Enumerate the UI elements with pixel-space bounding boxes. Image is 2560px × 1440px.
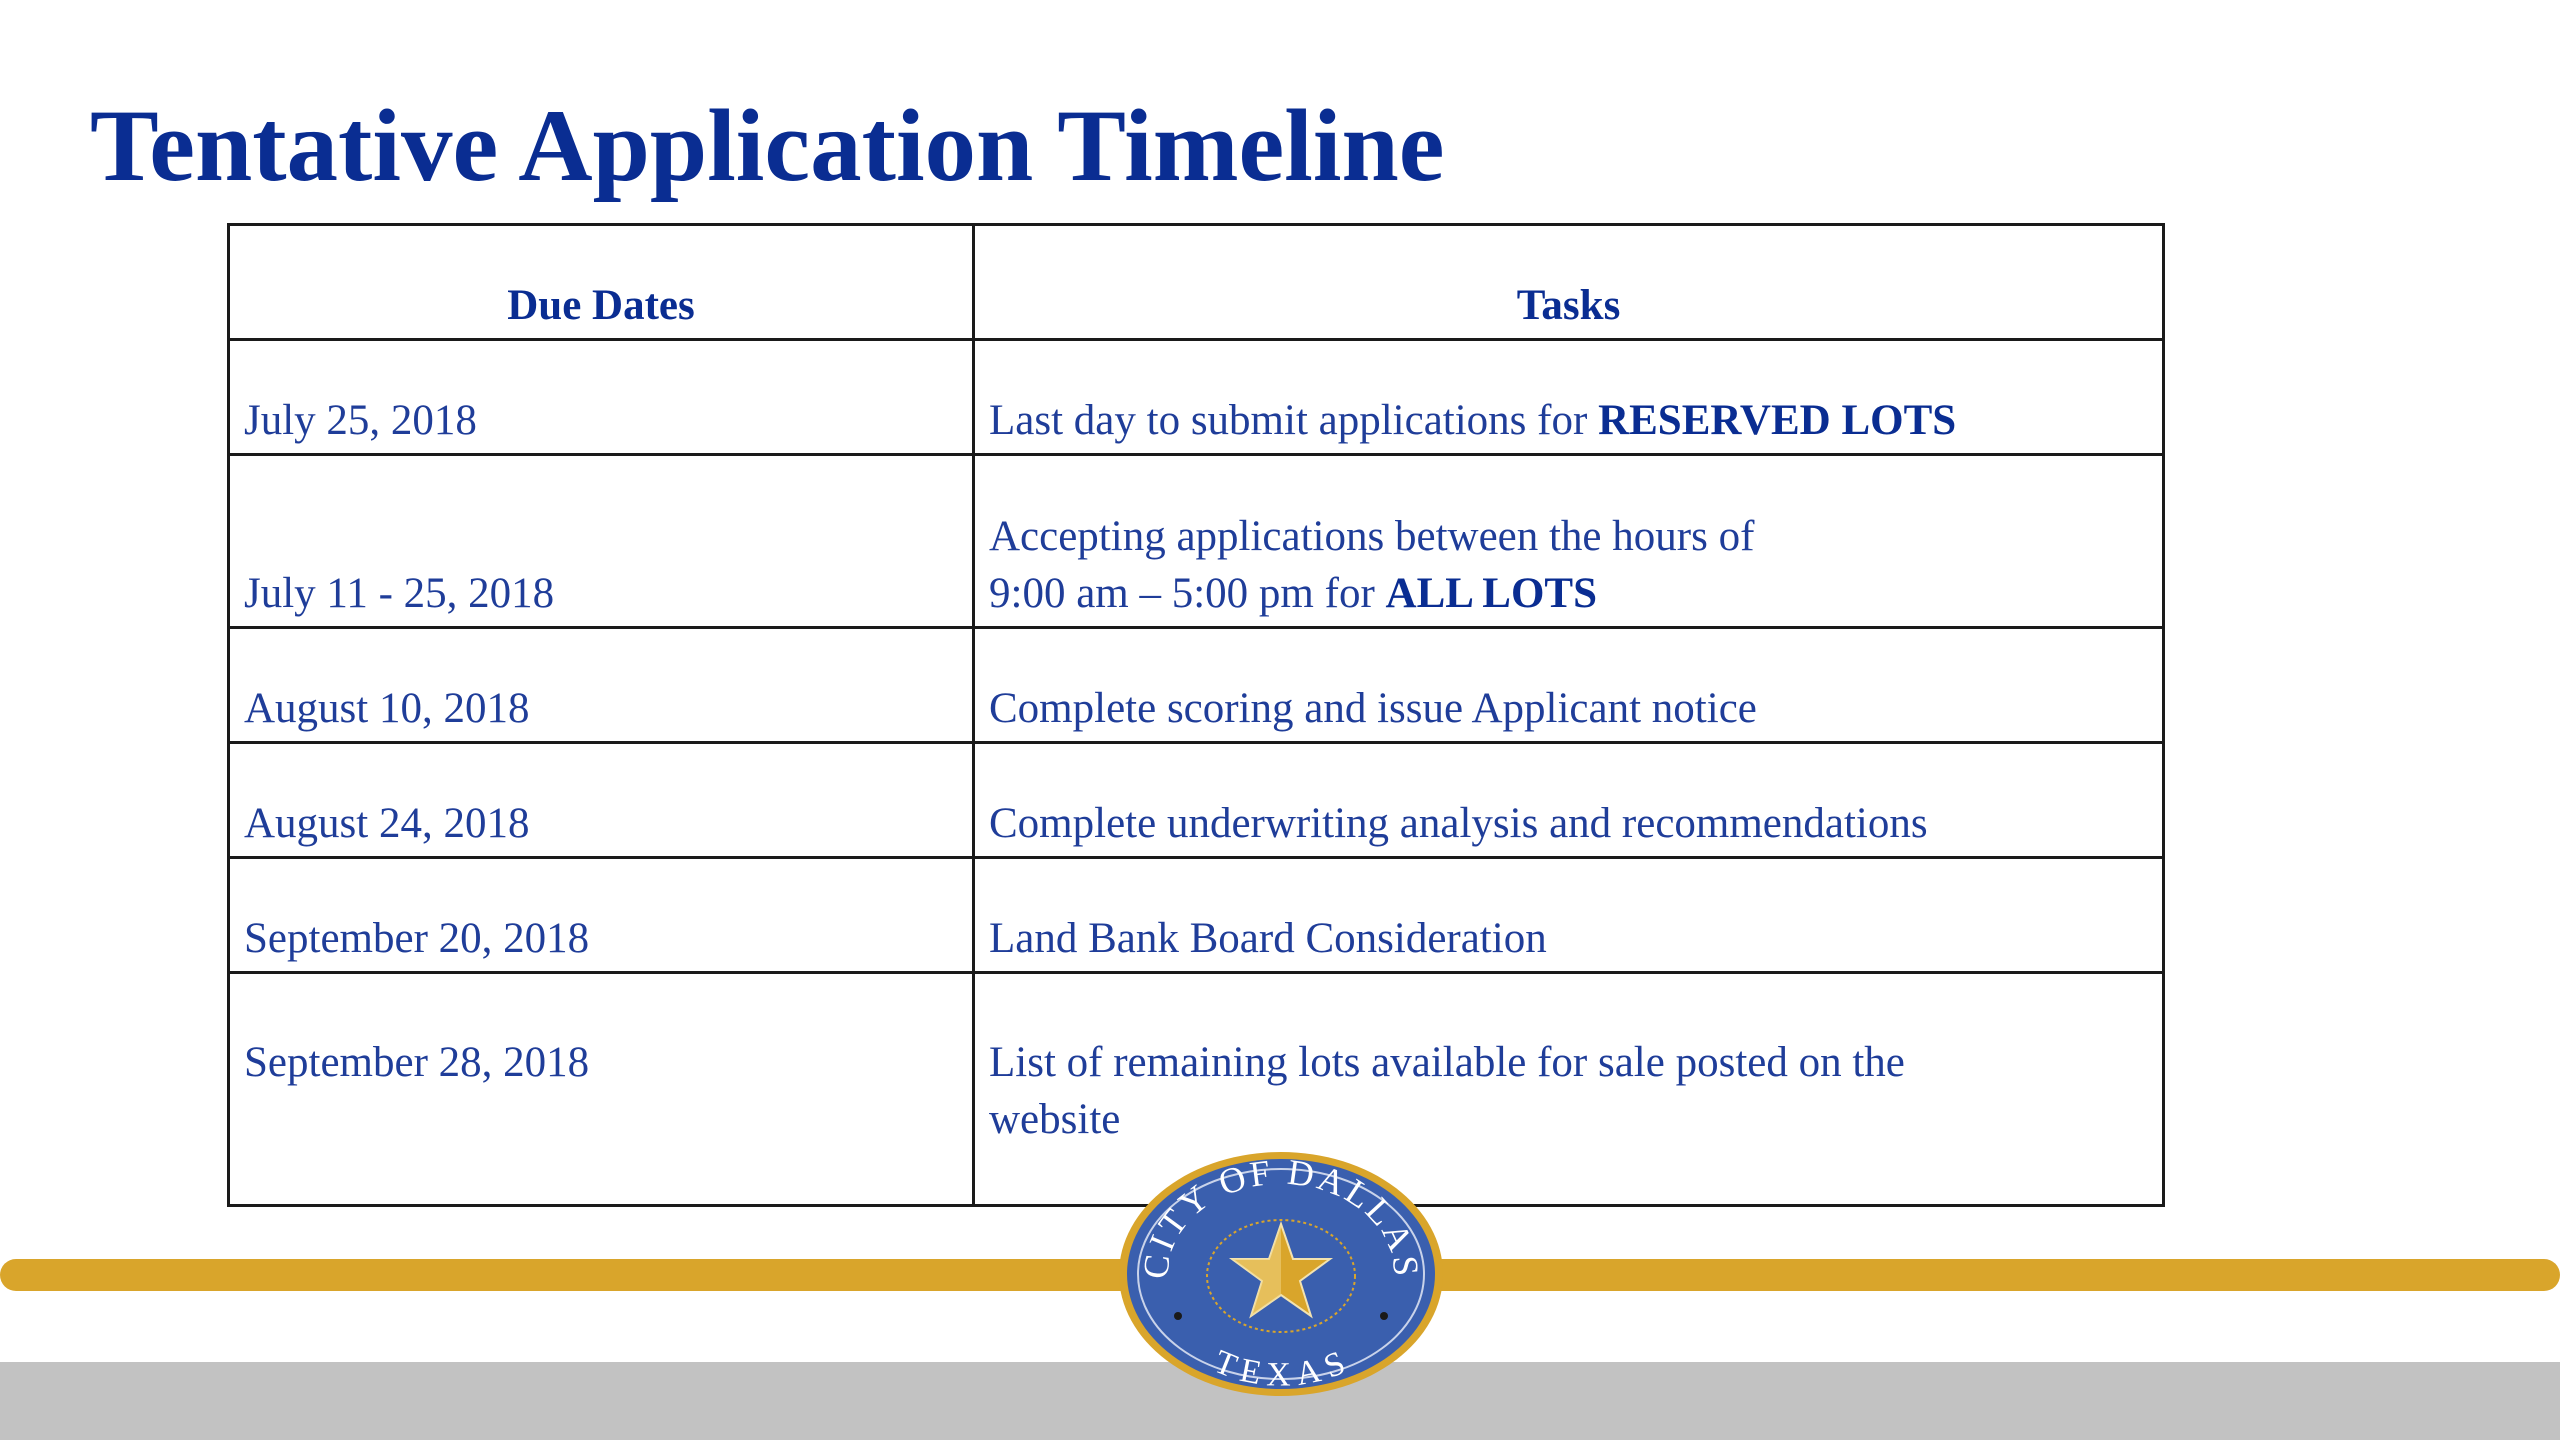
city-seal-logo [1116, 1148, 1446, 1400]
task-emphasis: RESERVED LOTS [1598, 397, 1957, 444]
due-date-cell: August 10, 2018 [229, 628, 974, 743]
seal-top-text: CITY OF DALLAS [1135, 1151, 1427, 1281]
table-row [229, 455, 2164, 628]
task-cell [974, 455, 2164, 628]
task-text: Last day to submit applications for [989, 397, 1599, 444]
task-line [989, 565, 2148, 622]
task-cell: Complete scoring and issue Applicant notice [974, 628, 2164, 743]
due-date-cell: July 25, 2018 [229, 340, 974, 455]
table-row [229, 340, 2164, 455]
task-line: website [989, 1096, 1121, 1143]
seal-bottom-text: TEXAS [1209, 1343, 1354, 1394]
timeline-table [227, 223, 2165, 1207]
due-date-cell: July 11 - 25, 2018 [229, 455, 974, 628]
seal-dot-left [1174, 1312, 1182, 1320]
due-date-cell: September 20, 2018 [229, 858, 974, 973]
page-title: Tentative Application Timeline [90, 89, 1445, 203]
task-text: 9:00 am – 5:00 pm for [989, 570, 1386, 617]
task-emphasis: ALL LOTS [1385, 570, 1598, 617]
task-cell: Complete underwriting analysis and recommendations [974, 743, 2164, 858]
header-due-dates: Due Dates [229, 225, 974, 340]
due-date-cell: September 28, 2018 [229, 973, 974, 1206]
task-line: Accepting applications between the hours of [989, 513, 1755, 560]
task-line: List of remaining lots available for sale posted on the [989, 1039, 1905, 1086]
task-cell: Land Bank Board Consideration [974, 858, 2164, 973]
due-date-cell: August 24, 2018 [229, 743, 974, 858]
seal-dot-right [1380, 1312, 1388, 1320]
table-row [229, 743, 2164, 858]
task-cell [974, 340, 2164, 455]
table-row [229, 628, 2164, 743]
header-tasks: Tasks [974, 225, 2164, 340]
table-row [229, 858, 2164, 973]
table-header-row [229, 225, 2164, 340]
